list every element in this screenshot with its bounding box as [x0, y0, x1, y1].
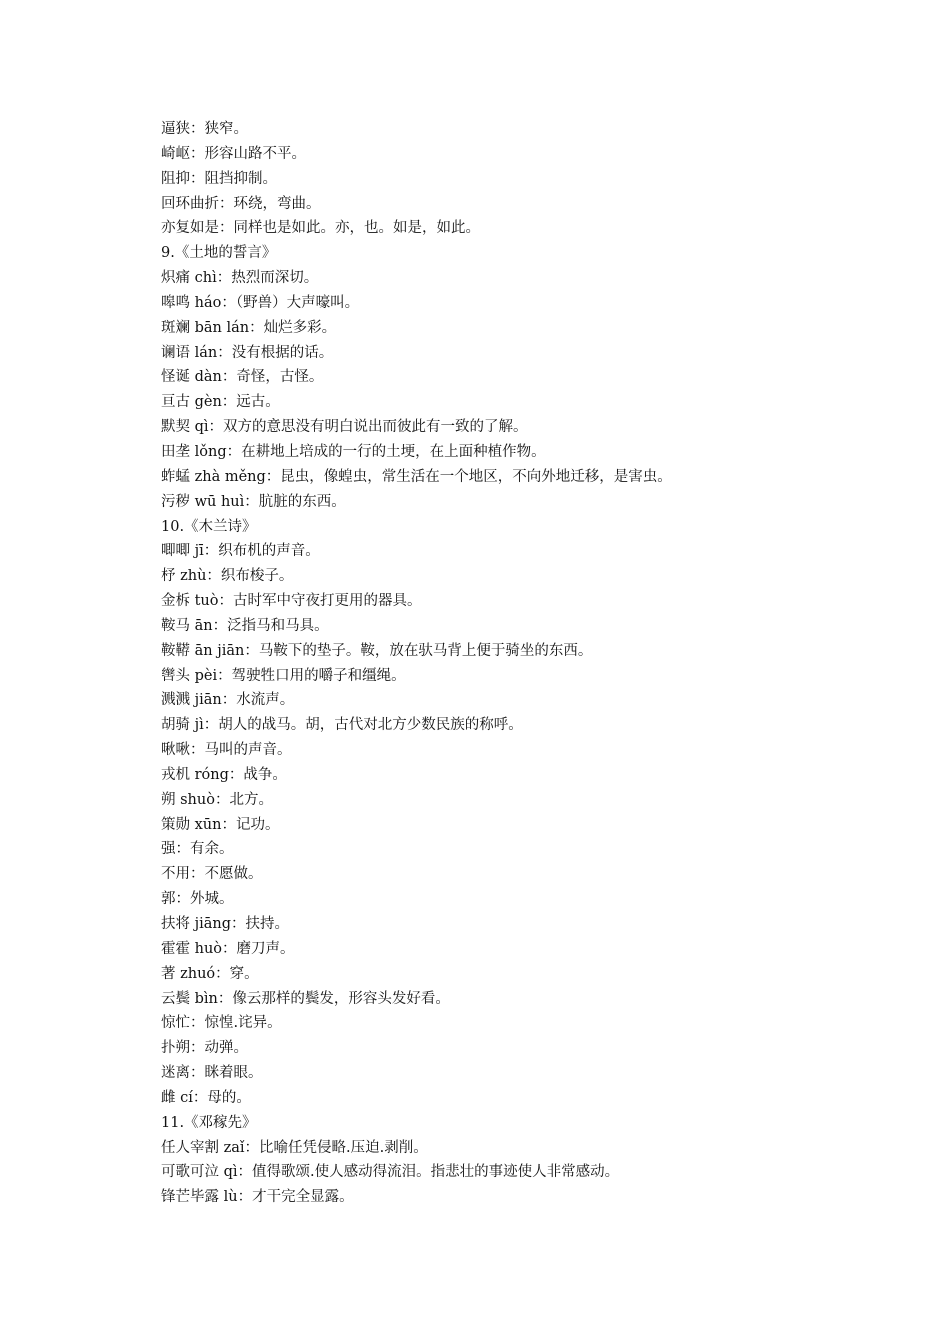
text-line: 蚱蜢 zhà měng：昆虫，像蝗虫，常生活在一个地区，不向外地迁移，是害虫。 [161, 468, 672, 485]
text-line: 强：有余。 [161, 841, 234, 858]
text-line: 阻抑：阻挡抑制。 [161, 170, 277, 187]
text-line: 啾啾：马叫的声音。 [161, 742, 292, 759]
text-line: 金柝 tuò：古时军中守夜打更用的器具。 [161, 593, 422, 610]
section-heading: 9.《土地的誓言》 [161, 245, 277, 262]
text-line: 朔 shuò：北方。 [161, 791, 273, 808]
text-line: 默契 qì：双方的意思没有明白说出而彼此有一致的了解。 [161, 419, 528, 436]
section-heading: 10.《木兰诗》 [161, 518, 257, 535]
text-line: 郭：外城。 [161, 891, 234, 908]
text-line: 炽痛 chì：热烈而深切。 [161, 270, 319, 287]
text-line: 唧唧 jī：织布机的声音。 [161, 543, 320, 560]
text-line: 辔头 pèi：驾驶牲口用的嚼子和缰绳。 [161, 667, 406, 684]
text-line: 鞍鞯 ān jiān：马鞍下的垫子。鞍，放在驮马背上便于骑坐的东西。 [161, 642, 593, 659]
text-line: 不用：不愿做。 [161, 866, 263, 883]
text-line: 可歌可泣 qì：值得歌颂.使人感动得流泪。指悲壮的事迹使人非常感动。 [161, 1164, 620, 1181]
text-line: 策勋 xūn：记功。 [161, 816, 280, 833]
text-line: 斑斓 bān lán：灿烂多彩。 [161, 319, 337, 336]
text-line: 怪诞 dàn：奇怪，古怪。 [161, 369, 324, 386]
text-line: 云鬓 bìn：像云那样的鬓发，形容头发好看。 [161, 990, 450, 1007]
text-line: 扑朔：动弹。 [161, 1040, 248, 1057]
text-line: 惊忙：惊惶.诧异。 [161, 1015, 282, 1032]
text-line: 胡骑 jì：胡人的战马。胡，古代对北方少数民族的称呼。 [161, 717, 523, 734]
text-line: 杼 zhù：织布梭子。 [161, 568, 294, 585]
text-line: 戎机 róng：战争。 [161, 766, 287, 783]
text-line: 溅溅 jiān：水流声。 [161, 692, 295, 709]
text-line: 嗥鸣 háo：（野兽）大声嚎叫。 [161, 294, 360, 311]
text-line: 崎岖：形容山路不平。 [161, 145, 306, 162]
text-line: 鞍马 ān：泛指马和马具。 [161, 617, 329, 634]
text-line: 回环曲折：环绕，弯曲。 [161, 195, 321, 212]
text-line: 扶将 jiāng：扶持。 [161, 916, 290, 932]
text-line: 污秽 wū huì：肮脏的东西。 [161, 493, 346, 510]
text-line: 田垄 lǒng：在耕地上培成的一行的土埂，在上面种植作物。 [161, 443, 546, 460]
text-line: 逼狭：狭窄。 [161, 121, 248, 137]
text-line: 雌 cí：母的。 [161, 1089, 251, 1106]
document-body [161, 117, 881, 1210]
text-line: 锋芒毕露 lù：才干完全显露。 [161, 1189, 354, 1206]
text-line: 迷离：眯着眼。 [161, 1065, 263, 1082]
section-heading: 11.《邓稼先》 [161, 1114, 257, 1131]
text-line: 霍霍 huò：磨刀声。 [161, 940, 295, 957]
text-line: 著 zhuó：穿。 [161, 965, 259, 982]
text-line: 亦复如是：同样也是如此。亦，也。如是，如此。 [161, 220, 480, 237]
text-line: 任人宰割 zaǐ：比喻任凭侵略.压迫.剥削。 [161, 1139, 428, 1156]
text-line: 谰语 lán：没有根据的话。 [161, 344, 334, 361]
text-line: 亘古 gèn：远古。 [161, 394, 280, 411]
